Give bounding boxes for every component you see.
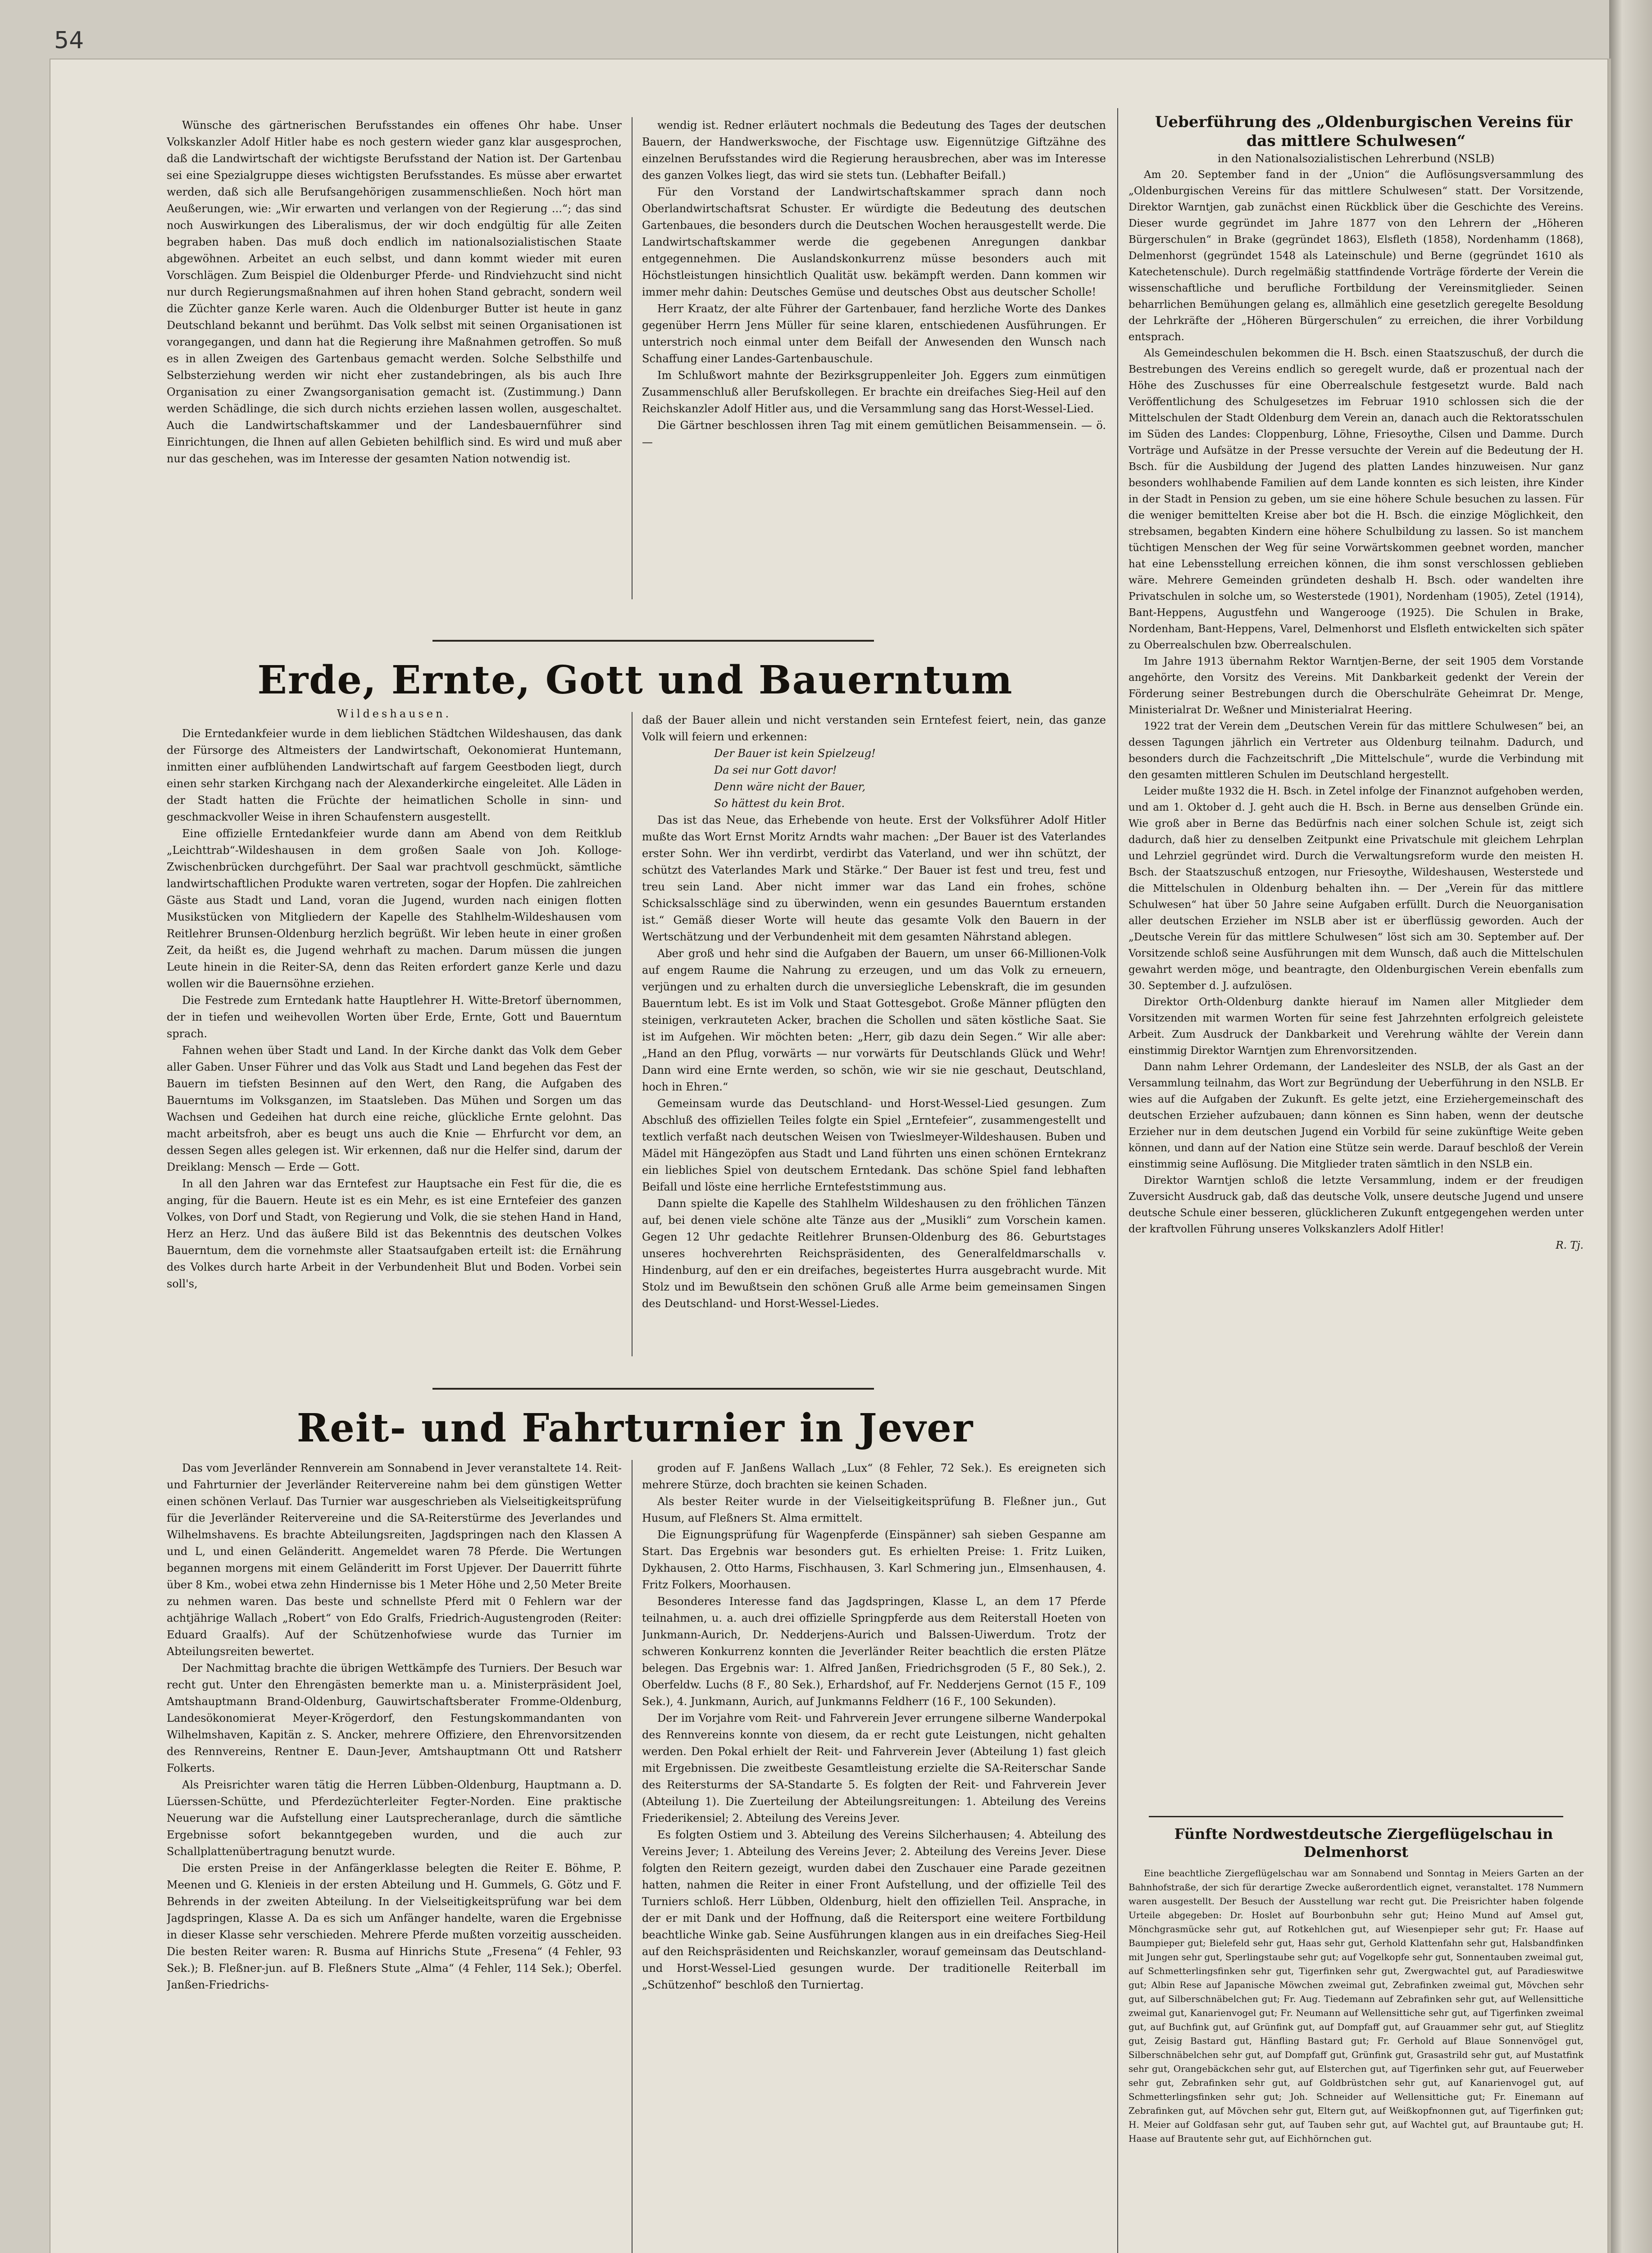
column-rule xyxy=(632,712,633,1356)
paragraph: Gemeinsam wurde das Deutschland- und Horst-Wessel-Lied gesungen. Zum Abschluß des offiziellen Teiles folgte ein Spiel „Erntefeier“, zusammengestellt und textlich verfaßt nach deutschen Weisen von Twieslmeyer-Wildeshausen. Buben und Mädel mit Hängezöpfen aus Stadt und Land führten uns einen schönen Erntekranz ein liebliches Spiel von deutschem Erntedank. Das schöne Spiel fand lebhaften Beifall und löste eine herrliche Erntefeststimmung aus. xyxy=(642,1097,1106,1193)
section-rule xyxy=(1149,1816,1563,1817)
headline-ueberfuehrung: Ueberführung des „Oldenburgischen Vereins für das mittlere Schulwesen“ xyxy=(1155,113,1573,150)
headline-erde: Erde, Ernte, Gott und Bauerntum xyxy=(257,657,1013,703)
paragraph: Fahnen wehen über Stadt und Land. In der Kirche dankt das Volk dem Geber aller Gaben. Unser Führer und das Volk aus Stadt und Land begehen das Fest der Bauern im tiefsten Besinnen auf den Wert, den Rang, die Aufgaben des Bauerntums im Volksganzen, im Staatsleben. Das Mühen und Sorgen um das Wachsen und Gedeihen hat durch eine reiche, glückliche Ernte gelohnt. Das macht arbeitsfroh, aber es beugt uns auch die Knie — Ehrfurcht vor dem, an dessen Segen alles gelegen ist. Wir erkennen, daß nur die Helfer sind, darum der Dreiklang: Mensch — Erde — Gott. xyxy=(167,1044,622,1173)
paragraph: Herr Kraatz, der alte Führer der Gartenbauer, fand herzliche Worte des Dankes gegenüber Herrn Jens Müller für seine klaren, entschiedenen Ausführungen. Er unterstrich noch einmal unter dem Beifall der Anwesenden den Wunsch nach Schaffung einer Landes-Gartenbauschule. xyxy=(642,302,1106,365)
article-column xyxy=(642,117,1106,599)
paragraph: Besonderes Interesse fand das Jagdspringen, Klasse L, an dem 17 Pferde teilnahmen, u. a. auch drei offizielle Springpferde aus dem Reiterstall Hoeten von Junkmann-Aurich, Dr. Nedderjens-Aurich und Balssen-Uiwerdum. Trotz der schweren Konkurrenz konnten die Jeverländer Reiter beachtlich die ersten Plätze belegen. Das Ergebnis war: 1. Alfred Janßen, Friedrichsgroden (5 F., 80 Sek.), 2. Oberfeldw. Luchs (8 F., 80 Sek.), Erhardshof, auf Fr. Nedderjens Gernot (15 F., 109 Sek.), 4. Junkmann, Aurich, auf Junkmanns Feldherr (16 F., 100 Sekunden). xyxy=(642,1595,1106,1708)
column-rule xyxy=(632,1460,633,2253)
paragraph: Im Schlußwort mahnte der Bezirksgruppenleiter Joh. Eggers zum einmütigen Zusammenschluß aller Berufskollegen. Er brachte ein dreifaches Sieg-Heil auf den Reichskanzler Adolf Hitler aus, und die Versammlung sang das Horst-Wessel-Lied. xyxy=(642,369,1106,415)
paragraph: Im Jahre 1913 übernahm Rektor Warntjen-Berne, der seit 1905 dem Vorstande angehörte, den Vorsitz des Vereins. Mit Dankbarkeit gedenkt der Verein der Förderung seiner Bestrebungen durch die Oberschulräte Geheimrat Dr. Menge, Ministerialrat Dr. Weßner und Ministerialrat Heering. xyxy=(1129,656,1584,716)
article-text xyxy=(642,812,1106,1312)
article-column xyxy=(167,1460,622,2253)
paragraph: Die Gärtner beschlossen ihren Tag mit einem gemütlichen Beisammensein. — ö. — xyxy=(642,419,1106,448)
paragraph: Die Festrede zum Erntedank hatte Hauptlehrer H. Witte-Bretorf übernommen, der in tiefen und weihevollen Worten über Erde, Ernte, Gott und Bauerntum sprach. xyxy=(167,994,622,1040)
article-column xyxy=(642,1460,1106,2253)
article-text xyxy=(1129,167,1584,1237)
paragraph: Am 20. September fand in der „Union“ die Auflösungsversammlung des „Oldenburgischen Vereins für das mittlere Schulwesen“ statt. Der Vorsitzende, Direktor Warntjen, gab zunächst einen Rückblick über die Geschichte des Vereins. Dieser wurde gegründet im Jahre 1877 von den Lehrern der „Höheren Bürgerschulen“ in Brake (gegründet 1863), Elsfleth (1858), Nordenhamm (1868), Delmenhorst (gegründet 1548 als Lateinschule) und Berne (gegründet 1610 als Katechetenschule). Durch regelmäßig stattfindende Vorträge förderte der Verein die wissenschaftliche und berufliche Fortbildung der Vereinsmitglieder. Seinen beharrlichen Bemühungen gelang es, allmählich eine gesetzlich geregelte Besoldung der Lehrkräfte der „Höheren Bürgerschulen“ zu erreichen, die ihrer Vorbildung entsprach. xyxy=(1129,169,1584,343)
author-signature: R. Tj. xyxy=(1556,1240,1584,1251)
subheadline: in den Nationalsozialistischen Lehrerbund (NSLB) xyxy=(1217,152,1495,165)
paragraph: Als Gemeindeschulen bekommen die H. Bsch. einen Staatszuschuß, der durch die Bestrebungen des Vereins endlich so geregelt wurde, daß er prozentual nach der Höhe des Zuschusses für eine Oberrealschule festgesetzt wurde. Bald nach Veröffentlichung des Schulgesetzes im Februar 1910 schlossen sich die der Mittelschulen der Stadt Oldenburg dem Verein an, danach auch die Rektoratsschulen im Süden des Landes: Cloppenburg, Löhne, Friesoythe, Cilsen und Damme. Durch Vorträge und Aufsätze in der Presse versuchte der Verein auf die Bedeutung der H. Bsch. für die Ausbildung der Jugend des platten Landes hinzuweisen. Nur ganz besonders wohlhabende Familien auf dem Lande konnten es sich leisten, ihre Kinder in der Stadt in Pension zu geben, um sie eine höhere Schule besuchen zu lassen. Für die weniger bemittelten Kreise aber bot die H. Bsch. die einzige Möglichkeit, den strebsamen, begabten Kindern eine höhere Schulbildung zu lassen. So ist manchem tüchtigen Menschen der Weg für seine Vorwärtskommen geebnet worden, mancher hat eine Lebensstellung erreichen können, die ihm sonst verschlossen geblieben wäre. Mehrere Gemeinden gründeten deshalb H. Bsch. oder wandelten ihre Privatschulen in solche um, so Westerstede (1901), Nordenham (1905), Zetel (1914), Bant-Heppens, Augustfehn und Wangerooge (1925). Die Schulen in Brake, Nordenham, Bant-Heppens, Varel, Delmenhorst und Elsfleth entwickelten sich später zu Oberrealschulen bzw. Oberrealschulen. xyxy=(1129,347,1584,651)
paragraph: Direktor Orth-Oldenburg dankte hierauf im Namen aller Mitglieder dem Vorsitzenden mit warmen Worten für seine fest Jahrzehnten erfolgreich geleistete Arbeit. Zum Ausdruck der Dankbarkeit und Verehrung wählte der Verein dann einstimmig Direktor Warntjen zum Ehrenvorsitzenden. xyxy=(1129,996,1584,1057)
paragraph: Der Nachmittag brachte die übrigen Wettkämpfe des Turniers. Der Besuch war recht gut. Unter den Ehrengästen bemerkte man u. a. Ministerpräsident Joel, Amtshauptmann Brand-Oldenburg, Gauwirtschaftsberater Fromme-Oldenburg, Landesökonomierat Meyer-Krögerdorf, den Festungskommandanten von Wilhelmshaven, Kapitän z. S. Ancker, mehrere Offiziere, den Ehrenvorsitzenden des Rennvereins, Rentner E. Daun-Jever, Amtshauptmann Ott und Ratsherr Folkerts. xyxy=(167,1662,622,1774)
page-number: 54 xyxy=(54,27,84,54)
column-rule xyxy=(1117,108,1118,2253)
paragraph: Wünsche des gärtnerischen Berufsstandes ein offenes Ohr habe. Unser Volkskanzler Adolf Hitler habe es noch gestern wieder ganz klar ausgesprochen, daß die Landwirtschaft der wichtigste Berufsstand der Nation ist. Der Gartenbau sei eine Spezialgruppe dieses wichtigsten Berufsstandes. Es müsse aber erwartet werden, daß sich alle Berufsangehörigen zusammenschließen. Noch hört man Aeußerungen, wie: „Wir erwarten und verlangen von der Regierung ...“; das sind noch Auswirkungen des Liberalismus, der wir doch endgültig für alle Zeiten begraben haben. Das muß doch endlich im nationalsozialistischen Staate abgewöhnen. Arbeitet an euch selbst, und dann kommt wieder mit euren Vorschlägen. Zum Beispiel die Oldenburger Pferde- und Rindviehzucht sind nicht nur durch Regierungsmaßnahmen auf ihren hohen Stand gebracht, sondern weil die Züchter ganze Kerle waren. Auch die Oldenburger Butter ist heute in ganz Deutschland bekannt und berühmt. Das Volk selbst mit seinen Organisationen ist vorangegangen, und dann hat die Regierung ihre Maßnahmen getroffen. So muß es in allen Zweigen des Gartenbaus gemacht werden. Solche Selbsthilfe und Selbsterziehung werden wir nicht eher zustandebringen, als bis auch Ihre Organisation zu einer Zwangsorganisation gemacht ist. (Zustimmung.) Dann werden Schädlinge, die sich durch nichts erziehen lassen wollen, ausgeschaltet. Auch die Landwirtschaftskammer und der Landesbauernführer sind Einrichtungen, die Ihnen auf allen Gebieten behilflich sind. Es wird und muß aber nur das geschehen, was im Interesse der gesamten Nation notwendig ist. xyxy=(167,119,622,465)
paragraph: Das vom Jeverländer Rennverein am Sonnabend in Jever veranstaltete 14. Reit- und Fahrturnier der Jeverländer Reitervereine nahm bei dem günstigen Wetter einen schönen Verlauf. Das Turnier war ausgeschrieben als Vielseitigkeitsprüfung für die Jeverländer Reitervereine und die SA-Reiterstürme des Jeverlandes und Wilhelmshavens. Es brachte Abteilungsreiten, Jagdspringen nach den Klassen A und L, und einen Geländeritt. Angemeldet waren 78 Pferde. Die Wertungen begannen morgens mit einem Geländeritt im Forst Upjever. Der Dauerritt führte über 8 Km., wobei etwa zehn Hindernisse bis 1 Meter Höhe und 2,50 Meter Breite zu nehmen waren. Das beste und schnellste Pferd mit 0 Fehlern war der achtjährige Wallach „Robert“ von Edo Gralfs, Friedrich-Augustengroden (Reiter: Eduard Graalfs). Auf der Schützenhofwiese wurde das Turnier im Abteilungsreiten bewertet. xyxy=(167,1462,622,1658)
verse-line: Der Bauer ist kein Spielzeug! xyxy=(714,747,876,760)
paragraph: groden auf F. Janßens Wallach „Lux“ (8 Fehler, 72 Sek.). Es ereigneten sich mehrere Stürze, doch brachten sie keinen Schaden. xyxy=(642,1462,1106,1491)
verse-line: Da sei nur Gott davor! xyxy=(714,764,837,776)
paragraph: In all den Jahren war das Erntefest zur Hauptsache ein Fest für die, die es anging, für die Bauern. Heute ist es ein Mehr, es ist eine Erntefeier des ganzen Volkes, von Dorf und Stadt, von Regierung und Volk, die sie stehen Hand in Hand, Herz an Herz. Und das äußere Bild ist das Bekenntnis des deutschen Volkes Bauerntum, dem die vornehmste aller Staatsaufgaben erteilt ist: die Ernährung des Volkes durch harte Arbeit in der Verbundenheit Blut und Boden. Vorbei sein soll's, xyxy=(167,1177,622,1290)
paragraph: wendig ist. Redner erläutert nochmals die Bedeutung des Tages der deutschen Bauern, der Handwerkswoche, der Fischtage usw. Eigennützige Giftzähne des einzelnen Berufsstandes wird die Regierung herausbrechen, aber was im Interesse des ganzen Volkes liegt, das wird sie stets tun. (Lebhafter Beifall.) xyxy=(642,119,1106,182)
article-column xyxy=(1129,113,1584,1807)
article-column xyxy=(1129,1825,1584,2253)
paragraph: Dann nahm Lehrer Ordemann, der Landesleiter des NSLB, der als Gast an der Versammlung teilnahm, das Wort zur Begründung der Ueberführung in den NSLB. Er wies auf die Aufgaben der Zukunft. Es gelte jetzt, eine Erziehergemeinschaft des deutschen Erzieher aufzubauen; dann können es Sinn haben, wenn der deutsche Erzieher nur in dem deutschen Jugend ein Vorbild für seine zukünftige Weite geben können, und dann auf der Nation eine Stütze sein werde. Darauf beschloß der Verein einstimmig seine Auflösung. Die Mitglieder traten sämtlich in den NSLB ein. xyxy=(1129,1061,1584,1170)
paragraph: Dann spielte die Kapelle des Stahlhelm Wildeshausen zu den fröhlichen Tänzen auf, bei denen viele schöne alte Tänze aus der „Musikli“ zum Vorschein kamen. Gegen 12 Uhr gedachte Reitlehrer Brunsen-Oldenburg des 86. Geburtstages unseres hochverehrten Reichspräsidenten, des Generalfeldmarschalls v. Hindenburg, auf den er ein dreifaches, begeistertes Hurra ausgebracht wurde. Mit Stolz und im Bewußtsein den schönen Gruß alle Arme beim gemeinsamen Singen des Deutschland- und Horst-Wessel-Liedes. xyxy=(642,1197,1106,1310)
article-column xyxy=(167,117,622,599)
paragraph: Als Preisrichter waren tätig die Herren Lübben-Oldenburg, Hauptmann a. D. Lüerssen-Schütte, und Pferdezüchterleiter Fegter-Norden. Eine praktische Neuerung war die Aufstellung einer Lautsprecheranlage, durch die sämtliche Ergebnisse sofort bekanntgegeben wurden, und die auch zur Schallplattenübertragung benutzt wurde. xyxy=(167,1779,622,1858)
paragraph: Die Erntedankfeier wurde in dem lieblichen Städtchen Wildeshausen, das dank der Fürsorge des Altmeisters der Landwirtschaft, Oekonomierat Huntemann, inmitten einer aufblühenden Landwirtschaft auf fargem Geestboden liegt, durch einen sehr starken Kirchgang nach der Alexanderkirche eingeleitet. Alle Läden in der Stadt hatten die Früchte der heimatlichen Scholle in sinn- und geschmackvoller Weise in ihren Schaufenstern ausgestellt. xyxy=(167,727,622,823)
paragraph: Direktor Warntjen schloß die letzte Versammlung, indem er der freudigen Zuversicht Ausdruck gab, daß das deutsche Volk, unsere deutsche Jugend und unsere deutsche Schule einer besseren, glücklicheren Zukunft entgegengehen werden unter der kraftvollen Führung unseres Volkskanzlers Adolf Hitler! xyxy=(1129,1175,1584,1235)
article-text xyxy=(1129,1866,1584,2146)
paragraph: daß der Bauer allein und nicht verstanden sein Erntefest feiert, nein, das ganze Volk will feiern und erkennen: xyxy=(642,714,1106,743)
page-edge xyxy=(1609,0,1652,2253)
paragraph: Für den Vorstand der Landwirtschaftskammer sprach dann noch Oberlandwirtschaftsrat Schuster. Er würdigte die Bedeutung des deutschen Gartenbaues, die besonders durch die Deutschen Wochen herausgestellt werde. Die Landwirtschaftskammer werde die gegebenen Anregungen dankbar entgegennehmen. Die Auslandskonkurrenz müsse besonders auch mit Höchstleistungen hinsichtlich Qualität usw. bekämpft werden. Dann kommen wir immer mehr dahin: Deutsches Gemüse und deutsches Obst aus deutscher Scholle! xyxy=(642,186,1106,298)
paragraph: Die ersten Preise in der Anfängerklasse belegten die Reiter E. Böhme, P. Meenen und G. Klenieis in der ersten Abteilung und H. Gummels, G. Götz und F. Behrends in der zweiten Abteilung. In der Vielseitigkeitsprüfung war bei dem Jagdspringen, Klasse A. Da es sich um Anfänger handelte, waren die Ergebnisse in dieser Klasse sehr verschieden. Mehrere Pferde mußten vorzeitig ausscheiden. Die besten Reiter waren: R. Busma auf Hinrichs Stute „Fresena“ (4 Fehler, 93 Sek.); B. Fleßner-jun. auf B. Fleßners Stute „Alma“ (4 Fehler, 114 Sek.); Oberfel. Janßen-Friedrichs- xyxy=(167,1862,622,1991)
paragraph: Eine offizielle Erntedankfeier wurde dann am Abend von dem Reitklub „Leichttrab“-Wildeshausen in dem großen Saale von Joh. Kolloge-Zwischenbrücken durchgeführt. Der Saal war prachtvoll geschmückt, sämtliche landwirtschaftlichen Produkte waren vertreten, sogar der Hopfen. Die zahlreichen Gäste aus Stadt und Land, voran die Jugend, wurden nach einigen flotten Musikstücken von Mitgliedern der Kapelle des Stahlhelm-Wildeshausen vom Reitlehrer Brunsen-Oldenburg herzlich begrüßt. Wir leben heute in einer großen Zeit, da heißt es, die Jugend wehrhaft zu machen. Darum müssen die jungen Leute hinein in die Reiter-SA, denn das Reiten erfordert ganze Kerle und dazu wollen wir die Bauernsöhne erziehen. xyxy=(167,827,622,990)
article-column xyxy=(167,725,622,1356)
article-column xyxy=(642,712,1106,1356)
headline-gefluegel: Fünfte Nordwestdeutsche Ziergeflügelschau in Delmenhorst xyxy=(1174,1825,1553,1861)
poem-verse xyxy=(642,745,1106,812)
paragraph: Als bester Reiter wurde in der Vielseitigkeitsprüfung B. Fleßner jun., Gut Husum, auf Fleßners St. Alma ermittelt. xyxy=(642,1495,1106,1524)
verse-line: Denn wäre nicht der Bauer, xyxy=(714,780,866,793)
paragraph: Leider mußte 1932 die H. Bsch. in Zetel infolge der Finanznot aufgehoben werden, und am 1. Oktober d. J. geht auch die H. Bsch. in Berne aus denselben Gründe ein. Wie groß aber in Berne das Bedürfnis nach einer solchen Schule ist, zeigt sich dadurch, daß hier zu denselben Zeitpunkt eine Privatschule mit gleichem Lehrplan und Lehrziel gegründet wird. Durch die Verwaltungsreform wurde den meisten H. Bsch. der Staatszuschuß entzogen, nur Friesoythe, Wildeshausen, Westerstede und die Mittelschulen in Oldenburg behalten ihn. — Der „Verein für das mittlere Schulwesen“ hat über 50 Jahre seine Aufgaben erfüllt. Durch die Neuorganisation aller deutschen Erzieher im NSLB aber ist er überflüssig geworden. Auch der „Deutsche Verein für das mittlere Schulwesen“ löst sich am 30. September auf. Der Vorsitzende schloß seine Ausführungen mit dem Wunsch, daß auch die Mittelschulen gewahrt werden möge, und beantragte, den Oldenburgischen Verein ebenfalls zum 30. September d. J. aufzulösen. xyxy=(1129,785,1584,992)
paragraph: 1922 trat der Verein dem „Deutschen Verein für das mittlere Schulwesen“ bei, an dessen Tagungen jährlich ein Vertreter aus Oldenburg teilnahm. Dadurch, und besonders durch die Fachzeitschrift „Die Mittelschule“, wurde die Verbindung mit den gesamten mittleren Schulen im Deutschland hergestellt. xyxy=(1129,721,1584,781)
paragraph: Es folgten Ostiem und 3. Abteilung des Vereins Silcherhausen; 4. Abteilung des Vereins Jever; 1. Abteilung des Vereins Jever; 2. Abteilung des Vereins Jever. Diese folgten den Reitern gezeigt, wurden dabei den Zuschauer eine Parade gezeitnen hatten, nahmen die Reiter in einer Front Aufstellung, und der offizielle Teil des Turniers schloß. Herr Lübben, Oldenburg, hielt den offiziellen Teil. Ansprache, in der er mit Dank und der Hoffnung, daß die Reitersport eine weitere Fortbildung beachtliche Winke gab. Seine Ausführungen klangen aus in ein dreifaches Sieg-Heil auf den Reichspräsidenten und Reichskanzler, worauf gemeinsam das Deutschland- und Horst-Wessel-Lied gesungen wurde. Der traditionelle Reiterball im „Schützenhof“ beschloß den Turniertag. xyxy=(642,1829,1106,1991)
paragraph: Der im Vorjahre vom Reit- und Fahrverein Jever errungene silberne Wanderpokal des Rennvereins konnte von diesem, da er recht gute Leistungen, nicht gehalten werden. Den Pokal erhielt der Reit- und Fahrverein Jever (Abteilung 1) fast gleich mit Ergebnissen. Die zweitbeste Gesamtleistung erzielte die SA-Reiterschar Sande des Reitersturms der SA-Standarte 5. Es folgten der Reit- und Fahrverein Jever (Abteilung 1). Die Zuerteilung der Abteilungsreitungen: 1. Abteilung des Vereins Friederikensiel; 2. Abteilung des Vereins Jever. xyxy=(642,1712,1106,1824)
verse-line: So hättest du kein Brot. xyxy=(714,797,845,810)
headline-reit: Reit- und Fahrturnier in Jever xyxy=(296,1405,974,1451)
dateline: Wildeshausen. xyxy=(337,707,452,720)
section-rule xyxy=(432,640,874,642)
column-rule xyxy=(632,117,633,599)
paragraph: Das ist das Neue, das Erhebende von heute. Erst der Volksführer Adolf Hitler mußte das Wort Ernst Moritz Arndts wahr machen: „Der Bauer ist des Vaterlandes erster Sohn. Wer ihn verdirbt, verdirbt das Vaterland, und wer ihn schützt, der schützt des Vaterlandes Mark und Stärke.“ Der Bauer ist fest und treu, fest und treu sein Land. Aber nicht immer war das Land ein frohes, schöne Schicksalsschläge sind zu überwinden, wenn ein gesundes Bauerntum erstanden ist.“ Gemäß dieser Worte will heute das gesamte Volk den Bauern in der Wertschätzung und der Verbundenheit mit dem gesamten Nährstand ablegen. xyxy=(642,814,1106,943)
paragraph: Die Eignungsprüfung für Wagenpferde (Einspänner) sah sieben Gespanne am Start. Das Ergebnis war besonders gut. Es erhielten Preise: 1. Fritz Luiken, Dykhausen, 2. Otto Harms, Fischhausen, 3. Karl Schmering jun., Elmsenhausen, 4. Fritz Folkers, Moorhausen. xyxy=(642,1528,1106,1591)
paragraph: Eine beachtliche Ziergeflügelschau war am Sonnabend und Sonntag in Meiers Garten an der Bahnhofstraße, der sich für derartige Zwecke außerordentlich eignet, veranstaltet. 178 Nummern waren ausgestellt. Der Besuch der Ausstellung war recht gut. Die Preisrichter haben folgende Urteile abgegeben: Dr. Hoslet auf Bourbonbuhn sehr gut; Heino Mund auf Amsel gut, Mönchgrasmücke sehr gut, auf Rotkehlchen gut, auf Wiesenpieper sehr gut; Fr. Haase auf Baumpieper gut; Bielefeld sehr gut, Haas sehr gut, Gerhold Klattenfahn sehr gut, Halsbandfinken mit Jungen sehr gut, Sperlingstaube sehr gut; auf Vogelkopfe sehr gut, Sonnentauben zweimal gut, auf Schmetterlingsfinken sehr gut, Tigerfinken sehr gut, Zwergwachtel gut, auf Paradieswitwe gut; Albin Rese auf Japanische Möwchen zweimal gut, Zebrafinken zweimal gut, Mövchen sehr gut, auf Silberschnäbelchen gut; Fr. Aug. Tiedemann auf Zebrafinken sehr gut, auf Wellensittiche zweimal gut, Kanarienvogel gut; Fr. Neumann auf Wellensittiche sehr gut, auf Tigerfinken zweimal gut, auf Buchfink gut, auf Grünfink gut, auf Dompfaff gut, auf Grauammer sehr gut, auf Stieglitz gut, Zeisig Bastard gut, Hänfling Bastard gut; Fr. Gerhold auf Blaue Sonnenvögel gut, Silberschnäbelchen sehr gut, auf Dompfaff gut, Grünfink gut, Grasastrild sehr gut, auf Mustatfink sehr gut, Orangebäckchen sehr gut, auf Elsterchen gut, auf Tigerfinken sehr gut, auf Feuerweber sehr gut, Zebrafinken sehr gut, auf Goldbrüstchen sehr gut, auf Kanarienvogel gut, auf Schmetterlingsfinken sehr gut; Joh. Schneider auf Wellensittiche gut; Fr. Einemann auf Zebrafinken gut, auf Mövchen sehr gut, Eltern gut, auf Weißkopfnonnen gut, auf Tigerfinken gut; H. Meier auf Goldfasan sehr gut, auf Tauben sehr gut, auf Wachtel gut, auf Brauntaube gut; H. Haase auf Brautente sehr gut, auf Eichhörnchen gut. xyxy=(1129,1868,1584,2144)
paragraph: Aber groß und hehr sind die Aufgaben der Bauern, um unser 66-Millionen-Volk auf engem Raume die Nahrung zu erzeugen, und um das Volk zu erneuern, verjüngen und zu erhalten durch die unversiegliche Lebenskraft, die im gesunden Bauerntum lebt. Es ist im Volk und Staat Gottesgebot. Große Männer pflügten den steinigen, verkrauteten Acker, brachen die Schollen und säten köstliche Saat. Sie ist im Aufgehen. Wir möchten beten: „Herr, gib dazu dein Segen.“ Wir alle aber: „Hand an den Pflug, vorwärts — nur vorwärts für Deutschlands Glück und Wehr! Dann wird eine Ernte werden, so schön, wie wir sie nie geschaut, Deutschland, hoch in Ehren.“ xyxy=(642,947,1106,1093)
section-rule xyxy=(432,1388,874,1390)
